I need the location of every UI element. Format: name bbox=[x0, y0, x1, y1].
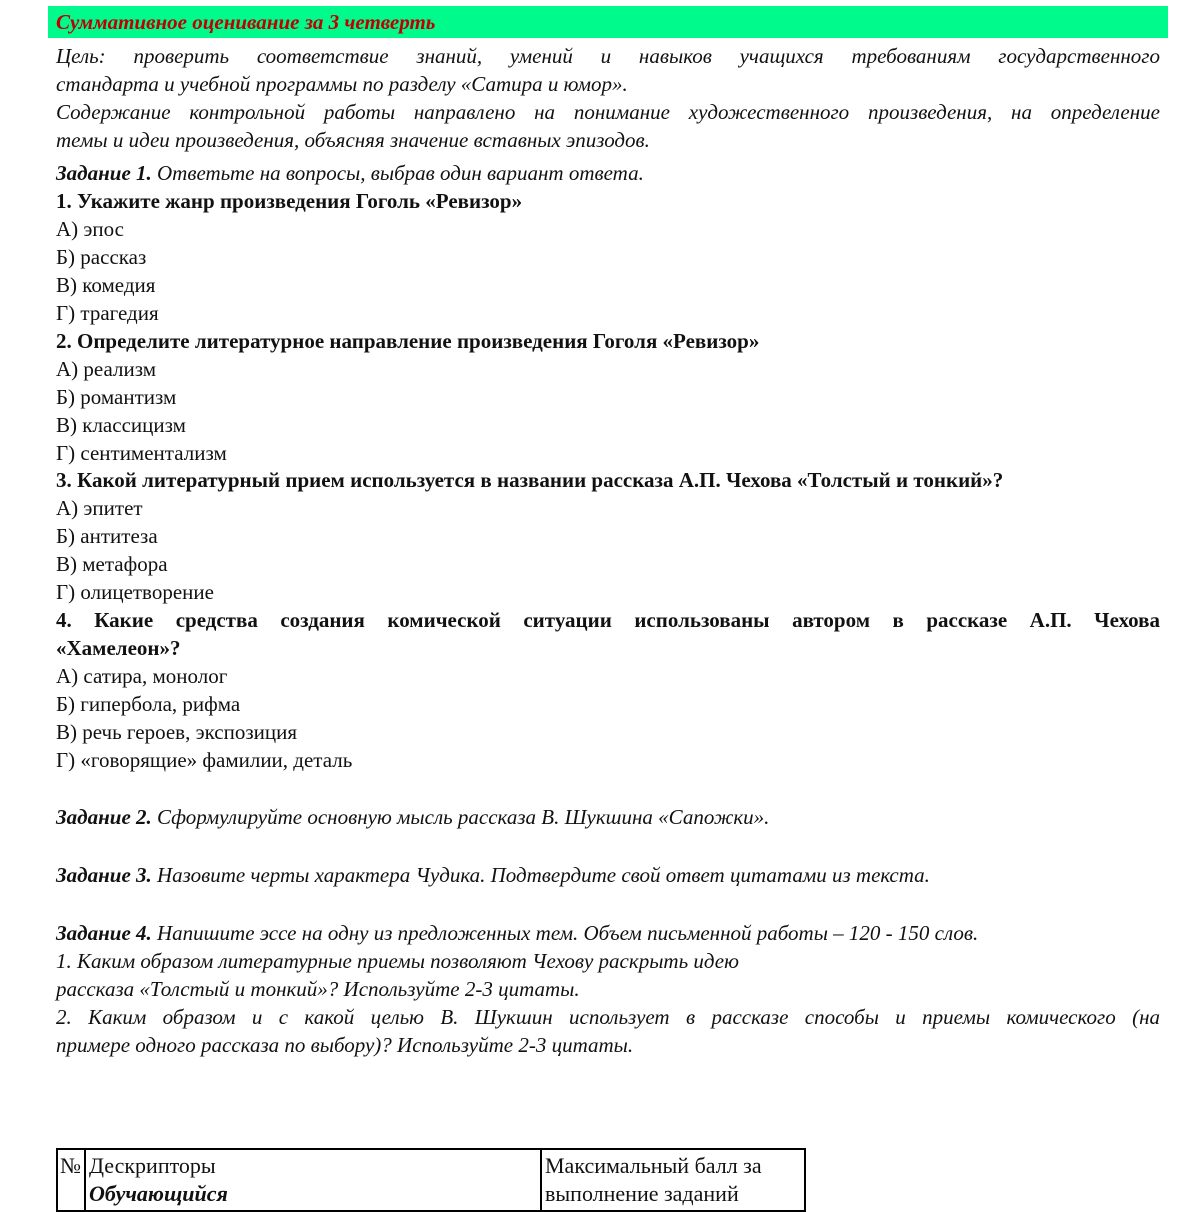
descriptors-label: Дескрипторы bbox=[89, 1153, 216, 1178]
table-header-row bbox=[57, 1149, 805, 1211]
q2-option-a: А) реализм bbox=[56, 357, 156, 381]
q4-option-a: А) сатира, монолог bbox=[56, 664, 228, 688]
essay-topic-2-line-1: 2. Каким образом и с какой целью В. Шукшин использует в рассказе способы и приемы комического (на bbox=[56, 1005, 1160, 1029]
q1-option-c: В) комедия bbox=[56, 273, 156, 297]
page-title: Суммативное оценивание за 3 четверть bbox=[56, 10, 436, 34]
q1-option-b: Б) рассказ bbox=[56, 245, 147, 269]
task4 bbox=[56, 919, 1160, 947]
question-2: 2. Определите литературное направление произведения Гоголя «Ревизор» bbox=[56, 329, 760, 353]
task3 bbox=[56, 861, 1160, 889]
q4-option-c: В) речь героев, экспозиция bbox=[56, 720, 298, 744]
max-score-line-2: выполнение заданий bbox=[545, 1181, 739, 1206]
q2-option-d: Г) сентиментализм bbox=[56, 441, 227, 465]
essay-topic-1-line-2: рассказа «Толстый и тонкий»? Используйте 2-3 цитаты. bbox=[56, 977, 580, 1001]
descriptor-table bbox=[56, 1148, 806, 1212]
q2-option-b: Б) романтизм bbox=[56, 385, 177, 409]
q4-option-d: Г) «говорящие» фамилии, деталь bbox=[56, 748, 353, 772]
table-header-descriptors bbox=[85, 1149, 541, 1211]
question-4-line-1: 4. Какие средства создания комической ситуации использованы автором в рассказе А.П. Чехова bbox=[56, 608, 1160, 632]
task2-text: Сформулируйте основную мысль рассказа В. Шукшина «Сапожки». bbox=[151, 805, 770, 829]
task2 bbox=[56, 803, 1160, 831]
q3-option-c: В) метафора bbox=[56, 552, 168, 576]
task1-heading bbox=[56, 159, 1160, 187]
table-header-max-score bbox=[541, 1149, 805, 1211]
q3-option-b: Б) антитеза bbox=[56, 524, 158, 548]
content-line-2: темы и идеи произведения, объясняя значение вставных эпизодов. bbox=[56, 128, 650, 152]
table-header-number: № bbox=[57, 1149, 85, 1211]
question-4-line-2: «Хамелеон»? bbox=[56, 636, 181, 660]
max-score-line-1: Максимальный балл за bbox=[545, 1153, 762, 1178]
task2-label: Задание 2. bbox=[56, 805, 152, 829]
q4-option-b: Б) гипербола, рифма bbox=[56, 692, 241, 716]
question-3: 3. Какой литературный прием используется в названии рассказа А.П. Чехова «Толстый и тонкий»? bbox=[56, 468, 1004, 492]
question-1: 1. Укажите жанр произведения Гоголь «Ревизор» bbox=[56, 189, 523, 213]
q2-option-c: В) классицизм bbox=[56, 413, 186, 437]
q3-option-d: Г) олицетворение bbox=[56, 580, 214, 604]
q1-option-d: Г) трагедия bbox=[56, 301, 159, 325]
task3-text: Назовите черты характера Чудика. Подтвердите свой ответ цитатами из текста. bbox=[151, 863, 930, 887]
goal-line-2: стандарта и учебной программы по разделу «Сатира и юмор». bbox=[56, 72, 628, 96]
q1-option-a: А) эпос bbox=[56, 217, 125, 241]
essay-topic-2-line-2: примере одного рассказа по выбору)? Используйте 2-3 цитаты. bbox=[56, 1033, 634, 1057]
header-bar bbox=[0, 6, 1112, 38]
q3-option-a: А) эпитет bbox=[56, 496, 143, 520]
descriptors-sublabel: Обучающийся bbox=[89, 1181, 228, 1206]
task4-label: Задание 4. bbox=[56, 921, 152, 945]
content-line-1: Содержание контрольной работы направлено на понимание художественного произведения, на определение bbox=[56, 100, 1160, 124]
task1-label: Задание 1. bbox=[56, 161, 152, 185]
task3-label: Задание 3. bbox=[56, 863, 152, 887]
goal-line-1: Цель: проверить соответствие знаний, умений и навыков учащихся требованиям государственного bbox=[56, 44, 1160, 68]
task4-text: Напишите эссе на одну из предложенных тем. Объем письменной работы – 120 - 150 слов. bbox=[151, 921, 979, 945]
task1-instruction: Ответьте на вопросы, выбрав один вариант ответа. bbox=[151, 161, 644, 185]
essay-topic-1-line-1: 1. Каким образом литературные приемы позволяют Чехову раскрыть идею bbox=[56, 949, 739, 973]
